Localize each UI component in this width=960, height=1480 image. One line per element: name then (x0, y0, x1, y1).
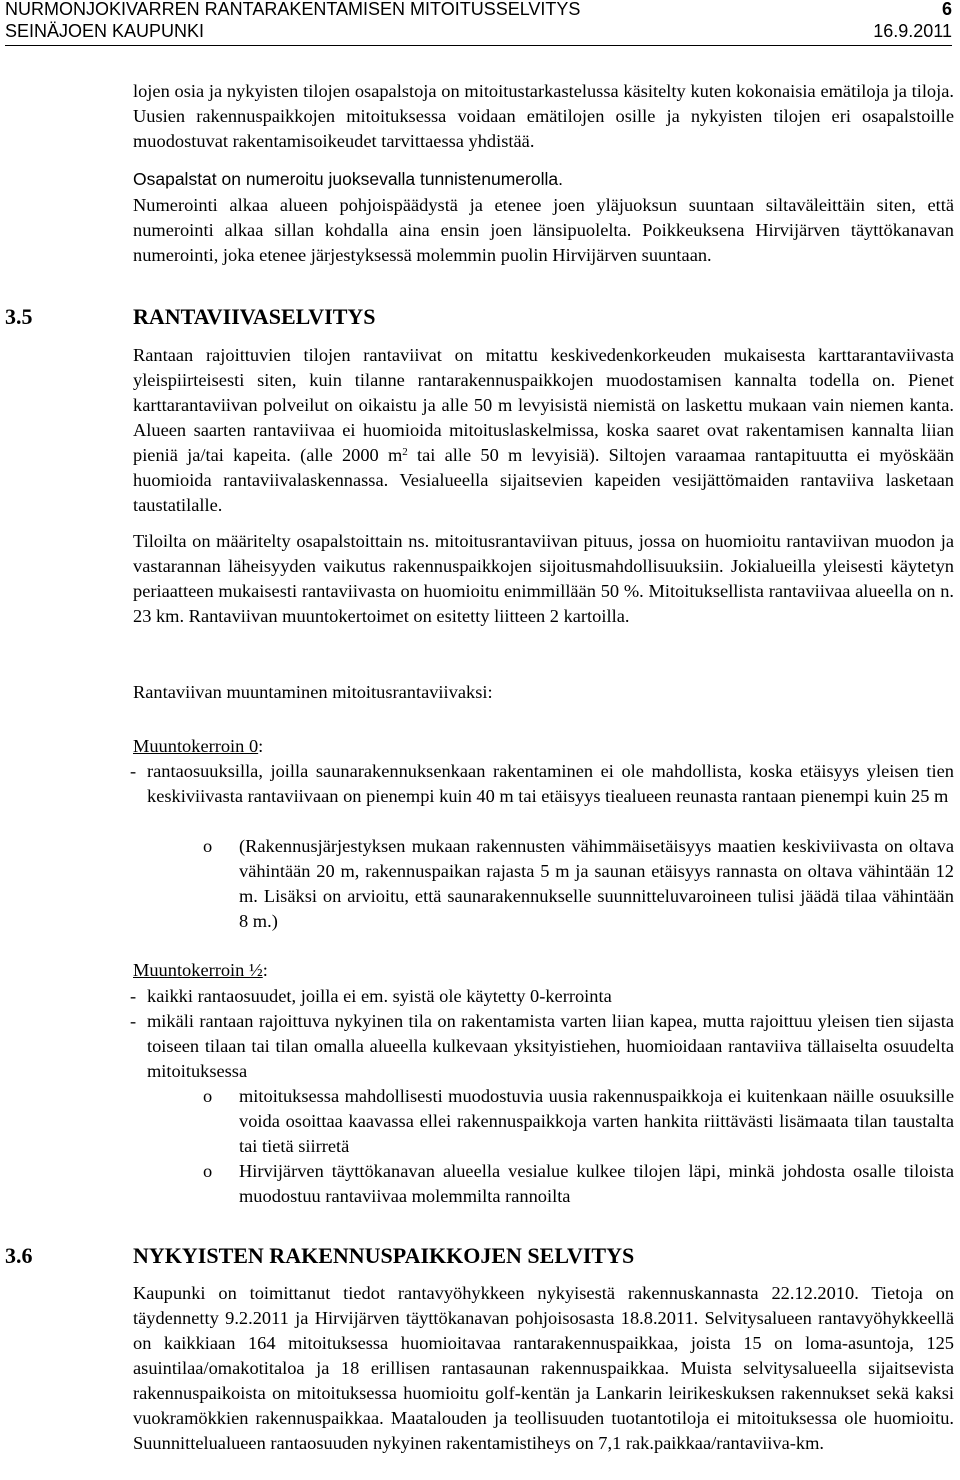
intro-text-3: Numerointi alkaa alueen pohjoispäädystä ja etenee joen yläjuoksun suuntaan siltaväleittäin siten, että numerointi alkaa sillan kohdalla aina ensin joen länsipuolelta. Poikkeuksena Hirvijärven täyttökanavan numerointi, joka etenee järjestyksessä molemmin puolin Hirvijärven suuntaan. (133, 195, 954, 265)
list-item-text: rantaosuuksilla, joilla saunarakennuksenkaan rakentaminen ei ole mahdollista, koska etäisyys yleisen tien keskiviivasta rantaviivaan on pienempi kuin 40 m tai etäisyys tiealueen reunasta rantaan pienempi kuin 25 m (147, 761, 954, 806)
list-item (130, 759, 954, 834)
rantaviiva-text-2: Tiloilta on määritelty osapalstoittain ns. mitoitusrantaviivan pituus, jossa on huomioitu rantaviivan muodon ja vastarannan läheisyyden vaikutus rakennuspaikkojen sijoitusmahdollisuuksiin. Jokialueilla yleisesti käytetyn periaatteen mukaisesti rantaviivasta on huomioitu enimmillään 50 %. Mitoituksellista rantaviivaa alueella on n. 23 km. Rantaviivan muuntokertoimet on esitetty liitteen 2 kartoilla. (133, 531, 954, 626)
sub-list-item-text: (Rakennusjärjestyksen mukaan rakennusten vähimmäisetäisyys maatien keskiviivasta on oltava vähintään 20 m, rakennuspaikan rajasta 5 m ja saunan etäisyys rannasta on oltava vähintään 12 m. Lisäksi on arvioitu, että saunarakennukselle suunnitteluvaroineen tulisi jäädä tilaa vähintään 8 m.) (239, 836, 954, 931)
list-item (130, 984, 954, 1009)
circle-bullet: o (203, 1086, 213, 1106)
muuntokerroin-0-label: Muuntokerroin 0 (133, 736, 259, 756)
muuntokerroin-half-heading: Muuntokerroin ½: (133, 960, 268, 980)
dash-bullet: - (130, 761, 137, 781)
rantaviiva-paragraph-1 (133, 343, 954, 518)
section-title: NYKYISTEN RAKENNUSPAIKKOJEN SELVITYS (133, 1243, 635, 1268)
intro-paragraph-2 (133, 167, 954, 192)
sub-list-item (203, 834, 954, 934)
intro-paragraph-3 (133, 193, 954, 268)
rantaviiva-paragraph-3 (133, 680, 954, 705)
circle-bullet: o (203, 1161, 213, 1181)
document-date: 16.9.2011 (873, 21, 952, 41)
sub-list-item (203, 1084, 954, 1159)
section-heading-3-6 (5, 1243, 945, 1271)
circle-bullet: o (203, 836, 213, 856)
dash-bullet: - (130, 986, 137, 1006)
sub-list-item-text: mitoituksessa mahdollisesti muodostuvia uusia rakennuspaikkoja ei kuitenkaan näille osuuksille voida osoittaa kaavassa ellei rakennuspaikkoja varten hankita riittävästi lisämaata tilan taustalta tai tietä siirretä (239, 1086, 954, 1156)
intro-text-1: lojen osia ja nykyisten tilojen osapalstoja on mitoitustarkastelussa käsitelty kuten kokonaisia emätiloja ja tiloja. Uusien rakennuspaikkojen mitoituksessa voidaan emätilojen osille ja nykyisten tilojen eri osapalstoille muodostuvat rakentamisoikeudet tarvittaessa yhdistää. (133, 81, 954, 151)
dash-bullet: - (130, 1011, 137, 1031)
document-title: NURMONJOKIVARREN RANTARAKENTAMISEN MITOITUSSELVITYS (5, 0, 581, 19)
rantaviiva-paragraph-2 (133, 529, 954, 629)
page-number: 6 (941, 0, 952, 19)
section-number: 3.6 (5, 1243, 33, 1268)
section-title: RANTAVIIVASELVITYS (133, 304, 376, 329)
organization: SEINÄJOEN KAUPUNKI (5, 21, 205, 41)
sub-list-item (203, 1159, 954, 1209)
list-item (130, 1009, 954, 1084)
intro-paragraph-1 (133, 79, 954, 154)
muuntokerroin-0-heading: Muuntokerroin 0: (133, 736, 264, 756)
header-divider (5, 45, 952, 46)
rakennuspaikat-paragraph-1 (133, 1281, 954, 1456)
rantaviiva-text-3: Rantaviivan muuntaminen mitoitusrantaviivaksi: (133, 682, 493, 702)
list-item-text: mikäli rantaan rajoittuva nykyinen tila on rakentamista varten liian kapea, mutta rajoittuu yleisen tien sijasta toiseen tilaan tai tilan omalla alueella kulkevaan yksityistiehen, huomioidaan rantaviiva tällaiselta osuudelta mitoituksessa (147, 1011, 954, 1081)
sub-list-item-text: Hirvijärven täyttökanavan alueella vesialue kulkee tilojen läpi, minkä johdosta osalle tiloista muodostuu rantaviivaa molemmilta rannoilta (239, 1161, 954, 1206)
list-item-text: kaikki rantaosuudet, joilla ei em. syistä ole käytetty 0-kerrointa (147, 986, 612, 1006)
intro-text-2: Osapalstat on numeroitu juoksevalla tunnistenumerolla. (133, 169, 563, 189)
rakennuspaikat-text-1: Kaupunki on toimittanut tiedot rantavyöhykkeen nykyisestä rakennuskannasta 22.12.2010. Tietoja on täydennetty 9.2.2011 ja Hirvijärven täyttökanavan pohjoisosasta 18.8.2011. Selvitysalueen rantavyöhykkeellä on kaikkiaan 164 mitoituksessa huomioitavaa rantarakennuspaikkaa, joista 15 on loma-asuntoja, 125 asuintilaa/omakotitaloa ja 18 erillisen rantasaunan rakennuspaikkaa. Muista selvitysalueella sijaitsevista rakennuspaikoista on mitoituksessa huomioitu golf-kentän ja Lankarin leirikeskuksen rakennukset sekä kaksi vuokramökkien rakennuspaikkaa. Maatalouden ja teollisuuden tuotantotiloja ei mitoituksessa ole huomioitu. Suunnittelualueen rantaosuuden nykyinen rakentamistiheys on 7,1 rak.paikkaa/rantaviiva-km. (133, 1283, 954, 1453)
section-heading-3-5 (5, 304, 945, 332)
rantaviiva-text-1: Rantaan rajoittuvien tilojen rantaviivat on mitattu keskivedenkorkeuden mukaisesta karttarantaviivasta yleispiirteisesti siten, kuin tilanne rantarakennuspaikkojen muodostamisen kannalta todella on. Pienet karttarantaviivan polveilut on oikaistu ja alle 50 m levyisistä niemistä on laskettu mukaan vain niemen kanta. Alueen saarten rantaviivaa ei huomioida mitoituslaskelmissa, koska saaret ovat rakentamisen kannalta liian pieniä ja/tai kapeita. (alle 2000 $m^2$ tai alle 50 m levyisiä). Siltojen varaamaa rantapituutta ei myöskään huomioida rantaviivalaskennassa. Vesialueella sijaitsevien kapeiden vesijättömaiden rantaviiva lasketaan taustatilalle. (133, 345, 955, 515)
section-number: 3.5 (5, 304, 33, 329)
muuntokerroin-half-label: Muuntokerroin ½ (133, 960, 263, 980)
